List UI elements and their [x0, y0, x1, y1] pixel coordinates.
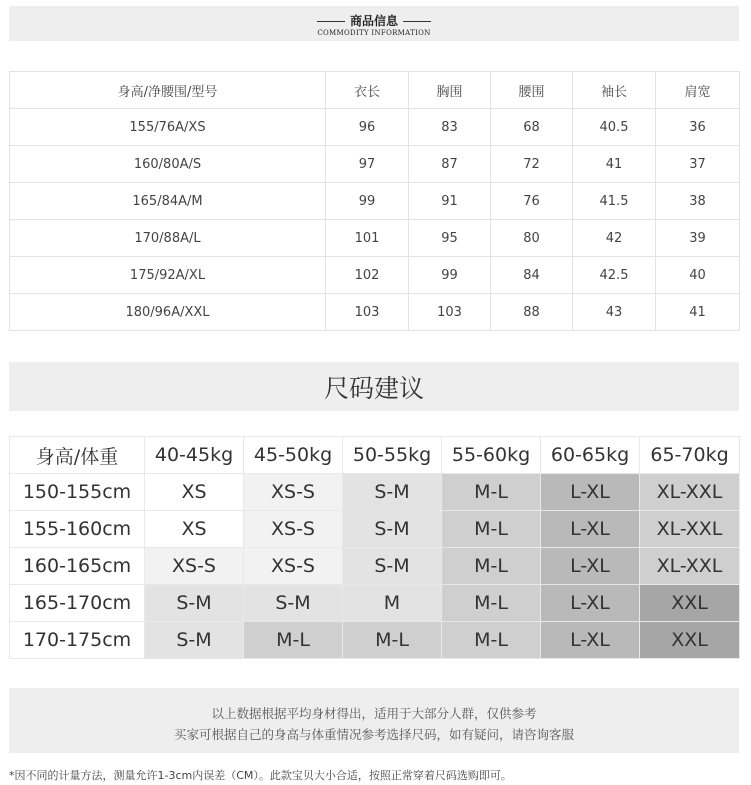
size-table-header-cell: 身高/净腰围/型号: [10, 72, 326, 109]
height-range-label: 150-155cm: [10, 474, 145, 511]
suggested-size-cell: XXL: [640, 622, 740, 659]
size-table-cell: 97: [326, 146, 409, 183]
suggested-size-cell: L-XL: [541, 622, 640, 659]
size-table-cell: 95: [409, 220, 491, 257]
size-table-cell: 42: [573, 220, 656, 257]
suggested-size-cell: S-M: [343, 548, 442, 585]
note-line-2: 买家可根据自己的身高与体重情况参考选择尺码，如有疑问，请咨询客服: [173, 727, 574, 742]
size-table-cell: 87: [409, 146, 491, 183]
suggestion-row: [10, 474, 740, 511]
size-table-cell: 72: [491, 146, 573, 183]
size-table-cell: 40: [656, 257, 740, 294]
size-measurement-table: [9, 71, 740, 331]
suggested-size-cell: XS: [145, 474, 244, 511]
height-range-label: 160-165cm: [10, 548, 145, 585]
commodity-info-header: [9, 6, 739, 41]
height-range-label: 155-160cm: [10, 511, 145, 548]
suggested-size-cell: L-XL: [541, 548, 640, 585]
size-suggestion-title: 尺码建议: [9, 362, 739, 411]
size-table-cell: 39: [656, 220, 740, 257]
size-table-cell: 91: [409, 183, 491, 220]
size-table-header-cell: 肩宽: [656, 72, 740, 109]
suggested-size-cell: L-XL: [541, 585, 640, 622]
size-table-header-cell: 衣长: [326, 72, 409, 109]
size-table-row: [10, 109, 740, 146]
size-table-row: [10, 146, 740, 183]
size-table-cell: 103: [326, 294, 409, 331]
size-table-cell: 80: [491, 220, 573, 257]
size-table-cell: 175/92A/XL: [10, 257, 326, 294]
header-subtitle: COMMODITY INFORMATION: [317, 29, 431, 37]
size-table-cell: 170/88A/L: [10, 220, 326, 257]
header-title: [9, 12, 739, 29]
size-table-cell: 180/96A/XXL: [10, 294, 326, 331]
suggestion-header-cell: 65-70kg: [640, 437, 740, 474]
note-box: [9, 688, 739, 753]
title-dash-left: [317, 21, 345, 22]
size-table-header-row: [10, 72, 740, 109]
suggested-size-cell: S-M: [343, 474, 442, 511]
note-line-1: 以上数据根据平均身材得出，适用于大部分人群，仅供参考: [211, 706, 537, 721]
size-table-cell: 37: [656, 146, 740, 183]
suggestion-header-cell: 60-65kg: [541, 437, 640, 474]
size-table-cell: 99: [326, 183, 409, 220]
suggested-size-cell: S-M: [145, 585, 244, 622]
size-table-row: [10, 257, 740, 294]
size-table-cell: 103: [409, 294, 491, 331]
suggested-size-cell: S-M: [145, 622, 244, 659]
size-table-header-cell: 腰围: [491, 72, 573, 109]
suggested-size-cell: S-M: [343, 511, 442, 548]
size-table-row: [10, 220, 740, 257]
size-table-row: [10, 183, 740, 220]
size-table-cell: 102: [326, 257, 409, 294]
suggestion-header-cell: 45-50kg: [244, 437, 343, 474]
size-table-cell: 41: [656, 294, 740, 331]
height-range-label: 165-170cm: [10, 585, 145, 622]
size-table-cell: 165/84A/M: [10, 183, 326, 220]
suggestion-row: [10, 548, 740, 585]
suggested-size-cell: M-L: [244, 622, 343, 659]
suggestion-row: [10, 585, 740, 622]
size-table-cell: 41.5: [573, 183, 656, 220]
suggested-size-cell: M-L: [442, 474, 541, 511]
suggested-size-cell: L-XL: [541, 474, 640, 511]
size-table-cell: 40.5: [573, 109, 656, 146]
suggested-size-cell: L-XL: [541, 511, 640, 548]
suggested-size-cell: XL-XXL: [640, 511, 740, 548]
size-table-cell: 99: [409, 257, 491, 294]
size-table-header-cell: 胸围: [409, 72, 491, 109]
size-table-cell: 101: [326, 220, 409, 257]
size-table-cell: 96: [326, 109, 409, 146]
suggested-size-cell: XL-XXL: [640, 474, 740, 511]
suggested-size-cell: XS-S: [145, 548, 244, 585]
size-table-cell: 84: [491, 257, 573, 294]
suggestion-header-cell: 40-45kg: [145, 437, 244, 474]
measurement-footnote: *因不同的计量方法，测量允许1-3cm内误差（CM）。此款宝贝大小合适，按照正常穿着尺码选购即可。: [9, 769, 512, 782]
size-table-cell: 36: [656, 109, 740, 146]
suggestion-header-cell: 55-60kg: [442, 437, 541, 474]
size-table-header-cell: 袖长: [573, 72, 656, 109]
title-dash-right: [403, 21, 431, 22]
suggested-size-cell: M-L: [442, 622, 541, 659]
size-table-cell: 155/76A/XS: [10, 109, 326, 146]
suggestion-header-cell: 50-55kg: [343, 437, 442, 474]
size-table-cell: 83: [409, 109, 491, 146]
size-table-cell: 38: [656, 183, 740, 220]
suggested-size-cell: M-L: [442, 548, 541, 585]
suggested-size-cell: XS-S: [244, 474, 343, 511]
size-table-row: [10, 294, 740, 331]
size-table-cell: 42.5: [573, 257, 656, 294]
header-title-text: 商品信息: [349, 14, 398, 28]
suggested-size-cell: XL-XXL: [640, 548, 740, 585]
suggestion-row: [10, 622, 740, 659]
suggested-size-cell: XXL: [640, 585, 740, 622]
suggested-size-cell: M-L: [442, 585, 541, 622]
height-range-label: 170-175cm: [10, 622, 145, 659]
size-suggestion-table: [9, 436, 740, 659]
suggestion-header-row: [10, 437, 740, 474]
suggested-size-cell: XS: [145, 511, 244, 548]
size-table-cell: 160/80A/S: [10, 146, 326, 183]
suggestion-row: [10, 511, 740, 548]
suggested-size-cell: M-L: [343, 622, 442, 659]
size-table-cell: 88: [491, 294, 573, 331]
suggestion-header-cell: 身高/体重: [10, 437, 145, 474]
suggested-size-cell: S-M: [244, 585, 343, 622]
size-table-cell: 41: [573, 146, 656, 183]
size-table-cell: 43: [573, 294, 656, 331]
size-table-cell: 76: [491, 183, 573, 220]
size-table-cell: 68: [491, 109, 573, 146]
suggested-size-cell: M: [343, 585, 442, 622]
suggested-size-cell: M-L: [442, 511, 541, 548]
suggested-size-cell: XS-S: [244, 548, 343, 585]
suggested-size-cell: XS-S: [244, 511, 343, 548]
